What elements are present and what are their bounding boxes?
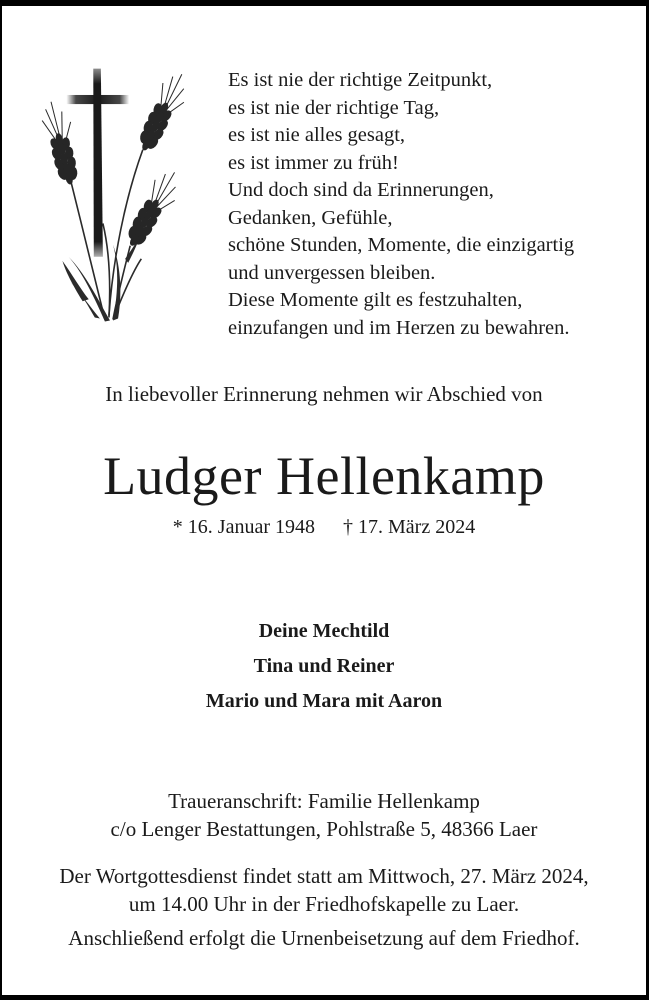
birth-date: * 16. Januar 1948: [172, 516, 315, 538]
poem-line: es ist nie alles gesagt,: [228, 124, 406, 146]
address-line: Traueranschrift: Familie Hellenkamp: [168, 789, 480, 813]
address-line: c/o Lenger Bestattungen, Pohlstraße 5, 48366 Laer: [110, 817, 538, 841]
mourning-address: [2, 787, 646, 843]
mourner-line: Deine Mechtild: [258, 620, 390, 642]
poem-line: einzufangen und im Herzen zu bewahren.: [228, 316, 570, 339]
poem-line: es ist nie der richtige Tag,: [228, 96, 440, 119]
poem-line: Und doch sind da Erinnerungen,: [228, 179, 494, 201]
poem-line: schöne Stunden, Momente, die einzigartig: [228, 234, 575, 256]
poem-line: Diese Momente gilt es festzuhalten,: [228, 289, 523, 311]
mourner-line: Mario und Mara mit Aaron: [205, 690, 443, 712]
death-date: † 17. März 2024: [343, 516, 476, 538]
mourner-line: Tina und Reiner: [253, 655, 395, 677]
poem-line: Gedanken, Gefühle,: [228, 206, 393, 229]
memorial-poem: [228, 67, 574, 342]
poem-line: und unvergessen bleiben.: [228, 261, 436, 284]
service-info: [2, 862, 646, 918]
life-dates: [2, 516, 646, 539]
farewell-intro: In liebevoller Erinnerung nehmen wir Abschied von: [105, 382, 543, 406]
mourners-list: [2, 614, 646, 719]
burial-info: Anschließend erfolgt die Urnenbeisetzung auf dem Friedhof.: [68, 926, 580, 950]
service-line: Der Wortgottesdienst findet statt am Mittwoch, 27. März 2024,: [59, 864, 589, 888]
deceased-name: Ludger Hellenkamp: [103, 446, 545, 506]
service-line: um 14.00 Uhr in der Friedhofskapelle zu Laer.: [128, 892, 520, 916]
poem-line: Es ist nie der richtige Zeitpunkt,: [228, 69, 493, 91]
cross-and-wheat-icon: [24, 46, 202, 326]
poem-line: es ist immer zu früh!: [228, 151, 399, 174]
